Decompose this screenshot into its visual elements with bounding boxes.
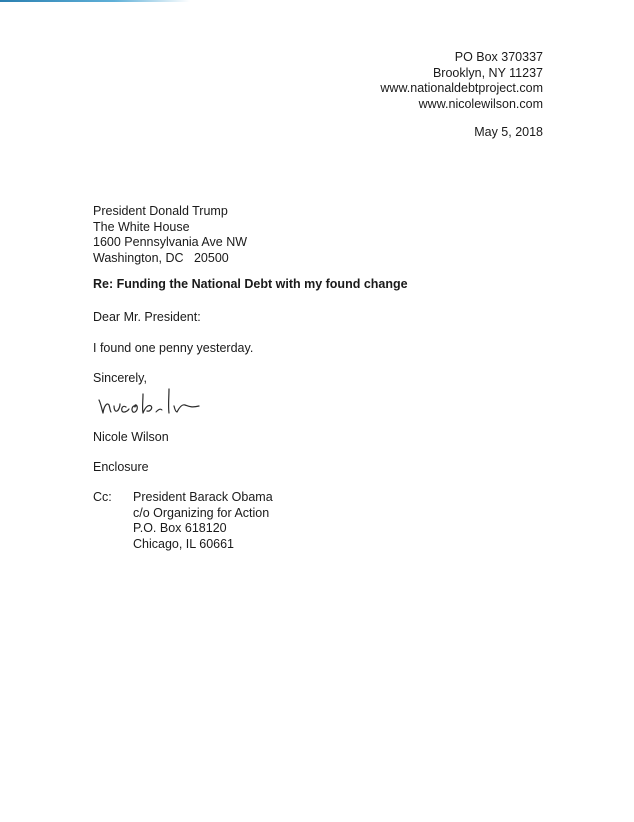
sender-po-box: PO Box 370337 [454,50,543,64]
recipient-address-block [93,204,247,266]
subject-line: Re: Funding the National Debt with my found change [93,277,408,291]
sender-website-1: www.nationaldebtproject.com [380,81,543,95]
enclosure-note: Enclosure [93,460,149,474]
salutation: Dear Mr. President: [93,310,201,324]
letter-date: May 5, 2018 [474,125,543,139]
recipient-city: Washington, DC 20500 [93,250,229,265]
sender-website-2: www.nicolewilson.com [418,96,543,111]
cc-address-block [133,490,273,552]
sender-city: Brooklyn, NY 11237 [432,65,543,80]
handwritten-signature [96,386,236,422]
signer-name: Nicole Wilson [93,430,169,444]
cc-name: President Barack Obama [133,490,273,504]
scan-edge-artifact [0,0,190,2]
letter-body: I found one penny yesterday. [93,341,254,355]
cc-label: Cc: [93,490,112,504]
recipient-org: The White House [93,219,190,234]
cc-org: c/o Organizing for Action [133,505,270,520]
closing: Sincerely, [93,371,147,385]
recipient-name: President Donald Trump [93,204,228,218]
cc-city: Chicago, IL 60661 [133,536,235,551]
cc-po-box: P.O. Box 618120 [133,521,227,535]
sender-address-block [380,50,543,112]
recipient-street: 1600 Pennsylvania Ave NW [93,235,248,249]
